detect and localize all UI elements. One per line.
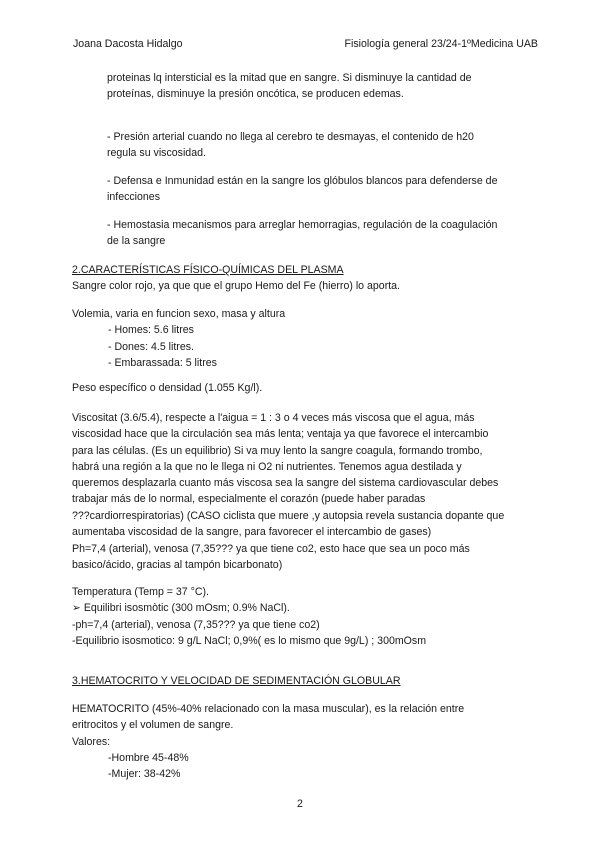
text-line: viscosidad hace que la circulación sea más lenta; ventaja ya que favorece el intercambio: [72, 428, 489, 441]
page-number: 2: [297, 798, 303, 810]
text-line: habrá una región a la que no le llega ni O2 ni nutrientes. Tenemos agua destilada y: [72, 460, 462, 473]
temperature-block: [72, 584, 426, 649]
text-line: HEMATOCRITO (45%-40% relacionado con la masa muscular), es la relación entre: [72, 703, 465, 715]
text-line: proteínas, disminuye la presión oncótica, se producen edemas.: [107, 88, 404, 101]
text-line: Viscositat (3.6/5.4), respecte a l'aigua = 1 : 3 o 4 veces más viscosa que el agua, más: [72, 412, 475, 424]
list-item: - Homes: 5.6 litres: [108, 324, 194, 337]
text-line: regula su viscosidad.: [107, 147, 206, 160]
header-author: Joana Dacosta Hidalgo: [73, 38, 183, 50]
text-line: -ph=7,4 (arterial), venosa (7,35??? ya que tiene co2): [72, 618, 320, 631]
text-line: Temperatura (Temp = 37 °C).: [72, 586, 210, 598]
text-line: basico/ácido, gracias al tampón bicarbonato): [72, 559, 283, 572]
text-line: de la sangre: [107, 235, 166, 248]
text-line: - Defensa e Inmunidad están en la sangre los glóbulos blancos para defenderse de: [107, 175, 498, 187]
text-line: queremos desplazarla cuanto más viscosa sea la sangre del sistema cardiovascular debes: [72, 477, 499, 490]
values-label: Valores:: [72, 735, 111, 748]
volemia-intro: Volemia, varia en funcion sexo, masa y altura: [72, 308, 286, 320]
ph-paragraph: [72, 541, 470, 574]
density-line: Peso específico o densidad (1.055 Kg/l).: [72, 382, 263, 394]
header-course: Fisiología general 23/24-1ºMedicina UAB: [344, 38, 538, 50]
text-line: - Presión arterial cuando no llega al cerebro te desmayas, el contenido de h20: [107, 131, 474, 143]
function-defense: [107, 173, 497, 206]
viscosity-paragraph: [72, 410, 504, 540]
function-pressure: [107, 129, 474, 162]
text-line: aumentaba viscosidad de la sangre, para favorecer el intercambio de gases): [72, 526, 432, 539]
text-line: - Hemostasia mecanismos para arreglar hemorragias, regulación de la coagulación: [107, 219, 498, 231]
list-item: -Hombre 45-48%: [108, 751, 189, 764]
text-line: Ph=7,4 (arterial), venosa (7,35??? ya que tiene co2, esto hace que sea un poco más: [72, 543, 470, 555]
list-item: - Embarassada: 5 litres: [108, 356, 217, 369]
list-item: - Dones: 4.5 litres.: [108, 340, 194, 353]
text-line: ➢ Equilibri isosmòtic (300 mOsm; 0.9% NaCl).: [72, 602, 290, 615]
text-line: infecciones: [107, 191, 160, 204]
text-line: para las células. (Es un equilibrio) Si va muy lento la sangre coagula, formando trombo,: [72, 444, 483, 457]
intro-paragraph: [107, 70, 472, 103]
text-line: -Equilibrio isosmotico: 9 g/L NaCl; 0,9%( es lo mismo que 9g/L) ; 300mOsm: [72, 634, 427, 647]
text-line: ???cardiorrespiratorias) (CASO ciclista que muere ,y autopsia revela sustancia dopante que: [72, 509, 505, 522]
list-item: -Mujer: 38-42%: [108, 768, 181, 781]
volemia-block: [72, 306, 285, 371]
hematocrit-paragraph: [72, 701, 464, 782]
section3-heading: 3.HEMATOCRITO Y VELOCIDAD DE SEDIMENTACIÓN GLOBULAR: [72, 675, 401, 687]
function-hemostasis: [107, 217, 497, 250]
text-line: trabajar más de lo normal, especialmente el corazón (puede haber paradas: [72, 493, 426, 506]
color-line: Sangre color rojo, ya que que el grupo Hemo del Fe (hierro) lo aporta.: [72, 280, 400, 292]
text-line: eritrocitos y el volumen de sangre.: [72, 719, 234, 732]
text-line: proteinas lq intersticial es la mitad que en sangre. Si disminuye la cantidad de: [107, 72, 472, 84]
section2-heading: 2.CARACTERÍSTICAS FÍSICO-QUÍMICAS DEL PLASMA: [72, 264, 344, 276]
